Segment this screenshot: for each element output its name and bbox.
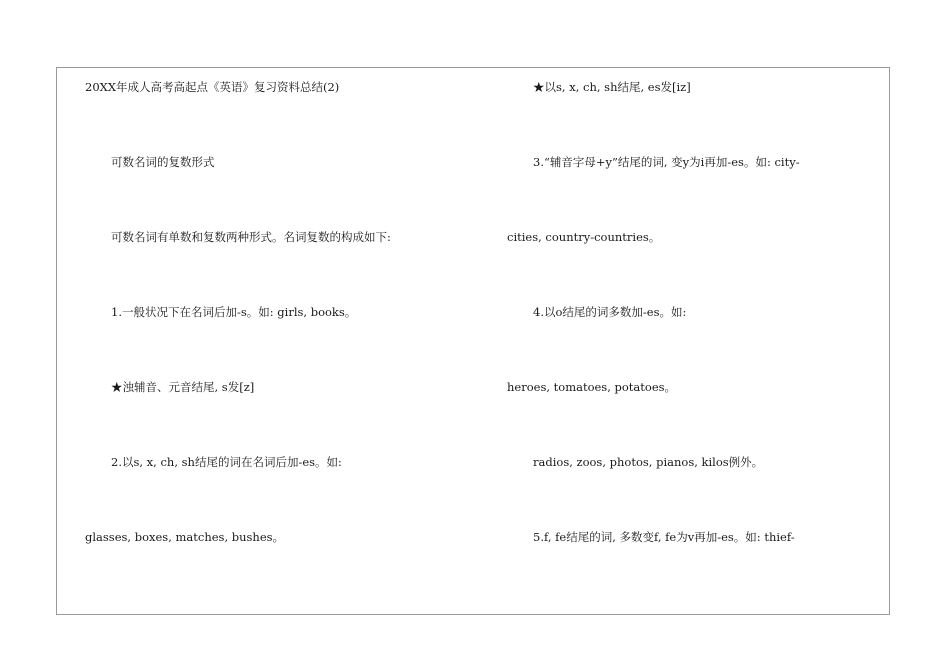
rule-1-text: 1.一般状况下在名词后加-s。如: girls, books。 [111, 305, 357, 319]
intro-paragraph: 可数名词有单数和复数两种形式。名词复数的构成如下: [111, 230, 391, 244]
rule-5-text: 5.f, fe结尾的词, 多数变f, fe为v再加-es。如: thief- [533, 530, 795, 544]
rule-3-examples: cities, country-countries。 [507, 230, 661, 244]
section-heading: 可数名词的复数形式 [111, 155, 215, 169]
rule-2-examples: glasses, boxes, matches, bushes。 [85, 530, 285, 544]
rule-3-text: 3.“辅音字母+y”结尾的词, 变y为i再加-es。如: city- [533, 155, 800, 169]
rule-4-text: 4.以o结尾的词多数加-es。如: [533, 305, 687, 319]
pronunciation-note-1: ★浊辅音、元音结尾, s发[z] [111, 380, 255, 394]
document-title: 20XX年成人高考高起点《英语》复习资料总结(2) [85, 80, 340, 94]
rule-4-examples: heroes, tomatoes, potatoes。 [507, 380, 677, 394]
rule-2-text: 2.以s, x, ch, sh结尾的词在名词后加-es。如: [111, 455, 342, 469]
pronunciation-note-2: ★以s, x, ch, sh结尾, es发[iz] [533, 80, 691, 94]
rule-4-exceptions: radios, zoos, photos, pianos, kilos例外。 [533, 455, 764, 469]
